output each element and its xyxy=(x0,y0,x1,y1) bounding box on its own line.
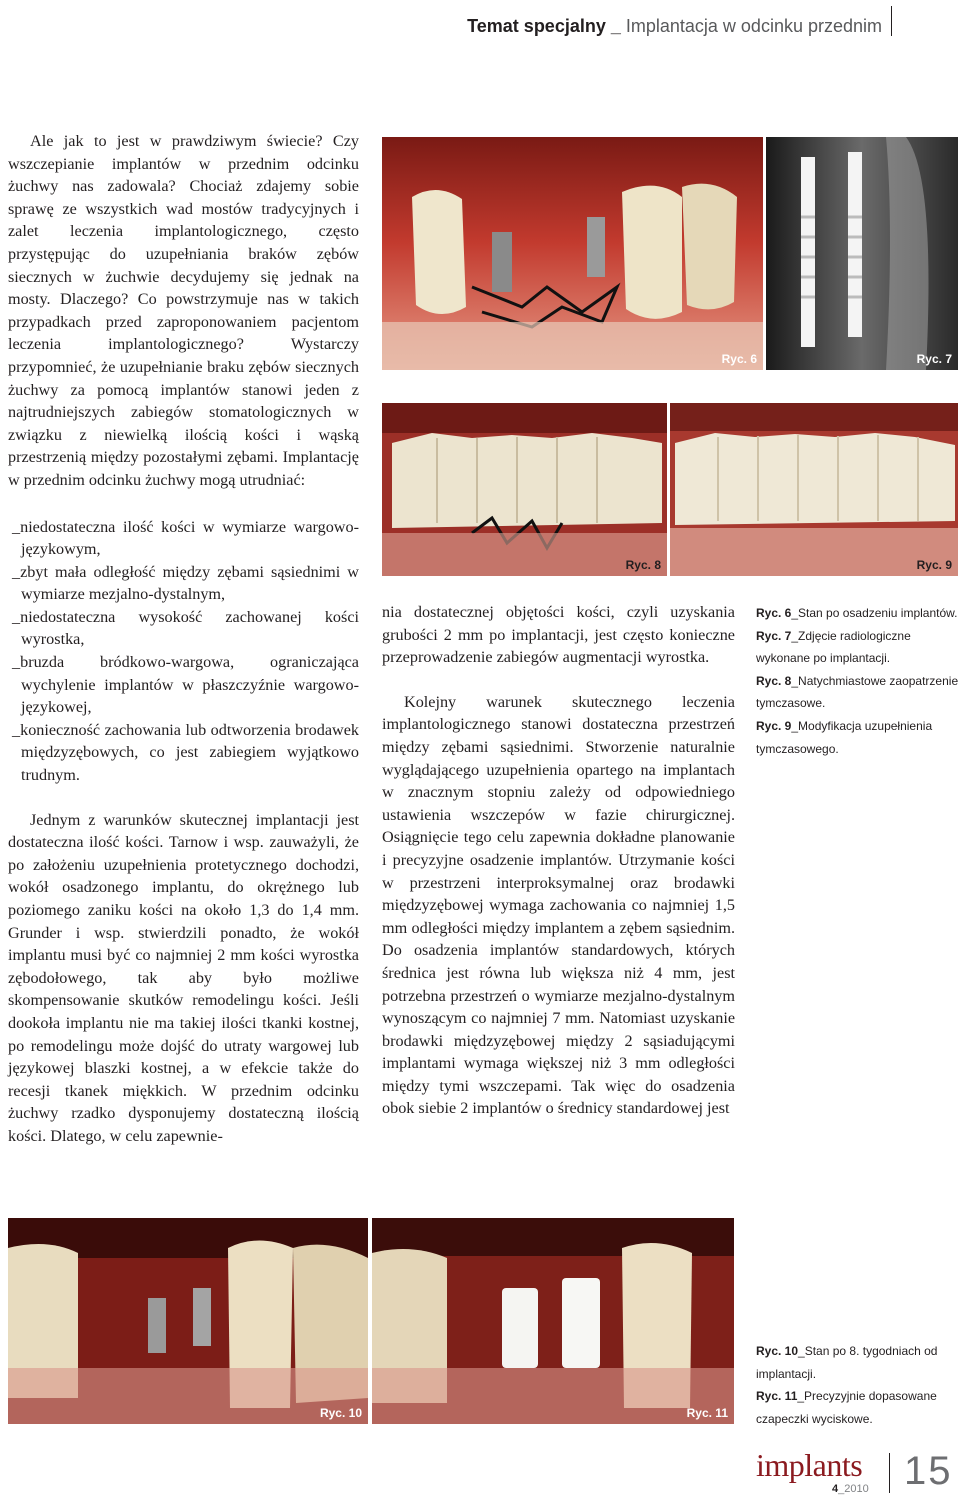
healing-abutments-image xyxy=(8,1218,368,1424)
paragraph-continued: nia dostatecznej objętości kości, czyli uzyskania grubości 2 mm po implantacji, jest często konieczne przeprowadzenie zabiegów augmentacji wyrostka. xyxy=(382,603,735,667)
radiograph-image xyxy=(766,137,958,370)
header-divider xyxy=(891,6,892,36)
figure-label-9: Ryc. 9 xyxy=(916,558,952,572)
header-section: Temat specjalny _ xyxy=(467,16,621,36)
list-item: _niedostateczna wysokość zachowanej kości wyrostka, xyxy=(12,607,359,649)
captions-bottom xyxy=(756,1340,960,1430)
figure-7-photo xyxy=(766,137,958,370)
caption-ryc6: Ryc. 6_Stan po osadzeniu implantów. xyxy=(756,606,958,620)
text-column-2 xyxy=(382,601,735,1120)
figure-6-photo xyxy=(382,137,763,370)
figure-label-6: Ryc. 6 xyxy=(721,352,757,366)
footer-divider xyxy=(889,1453,890,1493)
text-column-1 xyxy=(8,130,359,1148)
issue-number: 4_2010 xyxy=(832,1483,869,1495)
header-subtitle: Implantacja w odcinku przednim xyxy=(620,16,882,36)
paragraph-intro: Ale jak to jest w prawdziwym świecie? Czy wszczepianie implantów w przednim odcinku żuchwy nas zadowala? Chociaż zdajemy sobie sprawę ze wszystkich wad mostów tradycyjnych i zalet leczenia implantologicznego, często przystępując do uzupełniania braków zębów siecznych w żuchwie decydujemy się jednak na mosty. Dlaczego? Co powstrzymuje nas w takich przypadkach przed zaproponowaniem pacjentom leczenia implantologicznego? Wystarczy przypomnieć, że uzupełnianie braku zębów siecznych żuchwy za pomocą implantów stanowi jeden z najtrudniejszych zabiegów stomatologicznych w związku z niewielką ilością kości i wąską przestrzenią między pozostałymi zębami. Implantację w przednim odcinku żuchwy mogą utrudniać: xyxy=(8,132,359,489)
paragraph-bone: Jednym z warunków skutecznej implantacji jest dostateczna ilość kości. Tarnow i wsp. zauważyli, że po założeniu uzupełnienia protetycznego dochodzi, wokół osadzonego implantu, do okrężnego lub poziomego zaniku kości na około 1,3 do 1,4 mm. Grunder i wsp. stwierdzili ponadto, że wokół implantu musi być co najmniej 2 mm kości wyrostka zębodołowego, tak aby było możliwe skompensowanie skutków remodelingu kości. Jeśli dookoła implantu nie ma takiej ilości tkanki kostnej, po remodelingu może dojść do utraty wargowej lub językowej blaszki kostnej, a w efekcie także do recesji tkanek miękkich. W przednim odcinku żuchwy rzadko dysponujemy dostateczną ilością kości. Dlatego, w celu zapewnie- xyxy=(8,810,359,1145)
page-number: 15 xyxy=(904,1449,953,1493)
impression-copings-image xyxy=(372,1218,734,1424)
figure-10-photo xyxy=(8,1218,368,1424)
caption-ryc8: Ryc. 8_Natychmiastowe zaopatrzenie tymczasowe. xyxy=(756,673,959,711)
caption-ryc11: Ryc. 11_Precyzyjnie dopasowane czapeczki wyciskowe. xyxy=(756,1389,937,1426)
list-item: _bruzda bródkowo-wargowa, ograniczająca wychylenie implantów w płaszczyźnie wargowo-językowej, xyxy=(12,653,359,717)
caption-ryc9: Ryc. 9_Modyfikacja uzupełnienia tymczasowego. xyxy=(756,718,933,756)
implants-placed-image xyxy=(382,137,763,370)
figure-label-10: Ryc. 10 xyxy=(319,1406,362,1420)
list-item: _niedostateczna ilość kości w wymiarze wargowo-językowym, xyxy=(12,517,359,559)
difficulty-list xyxy=(8,516,359,787)
figure-8-photo xyxy=(382,403,667,576)
caption-ryc7: Ryc. 7_Zdjęcie radiologiczne wykonane po implantacji. xyxy=(756,628,911,666)
running-header xyxy=(467,16,882,37)
figure-label-8: Ryc. 8 xyxy=(625,558,661,572)
list-item: _zbyt mała odległość między zębami sąsiednimi w wymiarze mezjalno-dystalnym, xyxy=(12,562,359,604)
figure-11-photo xyxy=(372,1218,734,1424)
figure-label-11: Ryc. 11 xyxy=(686,1406,728,1420)
figure-label-7: Ryc. 7 xyxy=(916,352,952,366)
list-item: _konieczność zachowania lub odtworzenia brodawek międzyzębowych, co jest zabiegiem wyjątkowo trudnym. xyxy=(12,720,359,785)
modified-restoration-image xyxy=(670,403,958,576)
temporary-restoration-image xyxy=(382,403,667,576)
figure-9-photo xyxy=(670,403,958,576)
captions-top xyxy=(756,602,960,760)
magazine-logo: implants xyxy=(756,1447,863,1483)
paragraph-spacing: Kolejny warunek skutecznego leczenia implantologicznego stanowi dostateczna przestrzeń między zębami sąsiednimi. Stworzenie naturalnie wyglądającego uzupełnienia opartego na implantach w znacznym stopniu zależy od odpowiedniego ustawienia wszczepów w fazie chirurgicznej. Osiągnięcie tego celu zapewnia dokładne planowanie i precyzyjne osadzenie implantów. Utrzymanie kości w przestrzeni interproksymalnej oraz brodawki międzyzębowej wymaga zachowania co najmniej 1,5 mm odległości między implantem a zębem sąsiednim. Do osadzenia implantów standardowych, których średnica jest równa lub większa niż 4 mm, jest potrzebna przestrzeń o wymiarze mezjalno-dystalnym wynoszącym co najmniej 7 mm. Natomiast uzyskanie brodawki międzyzębowej między 2 sąsiadującymi implantami wymaga większej niż 3 mm odległości między tymi wszczepami. Tak więc do osadzenia obok siebie 2 implantów o średnicy standardowej jest xyxy=(382,692,735,1118)
caption-ryc10: Ryc. 10_Stan po 8. tygodniach od implantacji. xyxy=(756,1344,938,1381)
